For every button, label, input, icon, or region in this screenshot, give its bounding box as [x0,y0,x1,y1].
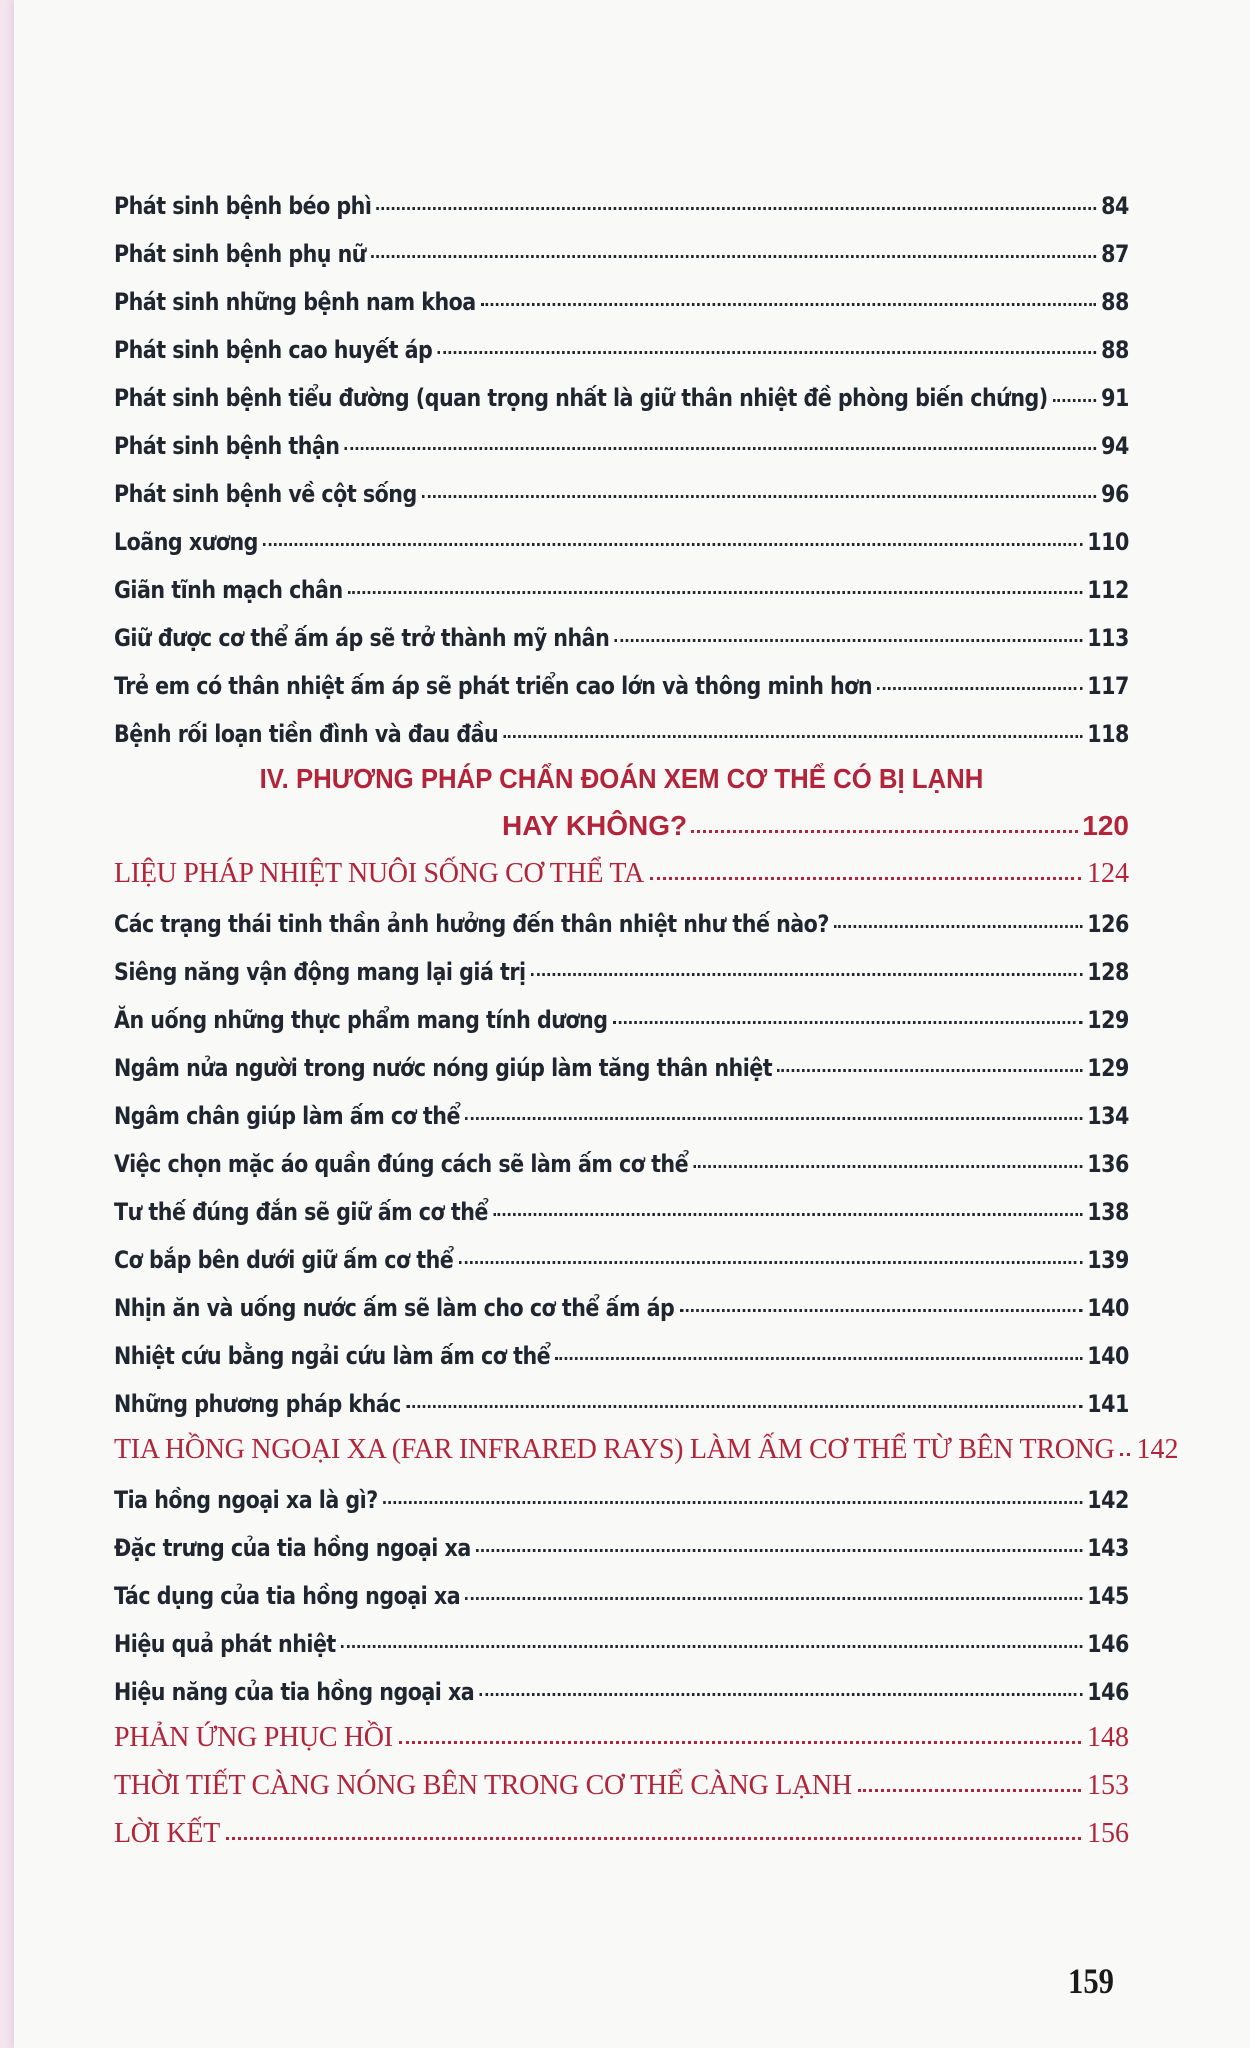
dot-leader [479,1693,1082,1696]
toc-entry [114,1034,1129,1082]
toc-entry [114,220,1129,268]
dot-leader [345,447,1096,450]
dot-leader [691,830,1078,833]
toc-entry-page: 142 [1087,1486,1129,1514]
toc-entry [114,316,1129,364]
section-page: 148 [1087,1722,1129,1753]
dot-leader [406,1405,1082,1408]
toc-entry [114,1466,1129,1514]
part-heading-title: HAY KHÔNG? [502,810,688,841]
toc-entry-page: 145 [1087,1582,1129,1610]
toc-entry-title: Siêng năng vận động mang lại giá trị [114,958,526,986]
dot-leader [613,1021,1082,1024]
toc-entry-title: Những phương pháp khác [114,1390,401,1418]
toc-entry [114,1322,1129,1370]
toc-entry-title: Hiệu quả phát nhiệt [114,1630,336,1658]
toc-entry [114,1130,1129,1178]
dot-leader [834,925,1082,928]
toc-entry-page: 134 [1087,1102,1129,1130]
dot-leader [503,735,1082,738]
toc-entry-title: Phát sinh bệnh béo phì [114,192,372,220]
toc-entry-page: 88 [1101,336,1129,364]
toc-entry-page: 94 [1101,432,1129,460]
dot-leader [493,1213,1082,1216]
book-page [14,0,1250,2048]
toc-entry [114,1178,1129,1226]
toc-entry [114,604,1129,652]
toc-entry-page: 118 [1087,720,1129,748]
dot-leader [877,687,1082,690]
toc-entry-page: 84 [1101,192,1129,220]
toc-entry-title: Loãng xương [114,528,258,556]
toc-entry [114,700,1129,748]
part-heading [114,758,1129,842]
toc-entry-page: 96 [1101,480,1129,508]
dot-leader [679,1309,1082,1312]
dot-leader [555,1357,1082,1360]
toc-entry [114,172,1129,220]
section-page: 124 [1087,858,1129,889]
toc-block-infrared [114,1466,1129,1706]
section-page: 142 [1136,1434,1179,1465]
toc-entry-title: Cơ bắp bên dưới giữ ấm cơ thể [114,1246,454,1274]
toc-entry-page: 113 [1087,624,1129,652]
toc-entry-page: 110 [1087,528,1129,556]
toc-entry [114,652,1129,700]
dot-leader [476,1549,1082,1552]
toc-entry-title: Ngâm nửa người trong nước nóng giúp làm tăng thân nhiệt [114,1054,773,1082]
toc-entry-page: 129 [1087,1054,1129,1082]
section-entry [114,1706,1129,1754]
toc-entry-page: 129 [1087,1006,1129,1034]
section-page: 153 [1087,1770,1129,1801]
toc-entry-page: 91 [1101,384,1129,412]
dot-leader [650,877,1081,880]
toc-entry [114,890,1129,938]
toc-entry-page: 87 [1101,240,1129,268]
toc-entry [114,938,1129,986]
toc-entry [114,986,1129,1034]
toc-entry-page: 146 [1087,1630,1129,1658]
toc-entry-page: 139 [1087,1246,1129,1274]
toc-entry-page: 140 [1087,1342,1129,1370]
toc-entry [114,1658,1129,1706]
toc-entry-title: Đặc trưng của tia hồng ngoại xa [114,1534,471,1562]
toc-entry [114,412,1129,460]
dot-leader [1053,399,1096,402]
dot-leader [481,303,1096,306]
toc-entry [114,268,1129,316]
toc-entry-page: 88 [1101,288,1129,316]
toc-entry [114,364,1129,412]
section-entry [114,842,1129,890]
section-title: PHẢN ỨNG PHỤC HỒI [114,1722,393,1753]
toc-entry-title: Việc chọn mặc áo quần đúng cách sẽ làm ấm cơ thể [114,1150,689,1178]
section-title: TIA HỒNG NGOẠI XA (FAR INFRARED RAYS) LÀM ẤM CƠ THỂ TỪ BÊN TRONG [114,1434,1115,1465]
section-entry [114,1418,1179,1466]
toc-entry-title: Nhiệt cứu bằng ngải cứu làm ấm cơ thể [114,1342,551,1370]
table-of-contents [114,172,1179,1850]
dot-leader [531,973,1082,976]
toc-block-diseases [114,172,1129,748]
dot-leader [437,351,1096,354]
dot-leader [777,1069,1082,1072]
toc-entry-title: Phát sinh bệnh tiểu đường (quan trọng nhất là giữ thân nhiệt đề phòng biến chứng) [114,384,1048,412]
page-number: 159 [1068,1961,1114,2001]
toc-entry-page: 143 [1087,1534,1129,1562]
dot-leader [465,1597,1082,1600]
toc-entry [114,460,1129,508]
toc-entry-page: 146 [1087,1678,1129,1706]
toc-entry-title: Bệnh rối loạn tiền đình và đau đầu [114,720,499,748]
toc-entry [114,556,1129,604]
toc-entry-title: Trẻ em có thân nhiệt ấm áp sẽ phát triển cao lớn và thông minh hơn [114,672,873,700]
toc-entry-title: Phát sinh bệnh thận [114,432,340,460]
toc-entry-page: 117 [1087,672,1129,700]
toc-entry-title: Tư thế đúng đắn sẽ giữ ấm cơ thể [114,1198,488,1226]
dot-leader [377,207,1096,210]
toc-entry-title: Phát sinh bệnh phụ nữ [114,240,366,268]
toc-entry-title: Phát sinh bệnh cao huyết áp [114,336,433,364]
dot-leader [226,1837,1081,1840]
toc-entry [114,1514,1129,1562]
section-title: LỜI KẾT [114,1818,220,1849]
toc-entry-title: Nhịn ăn và uống nước ấm sẽ làm cho cơ thể ấm áp [114,1294,675,1322]
dot-leader [341,1645,1082,1648]
toc-entry-page: 112 [1087,576,1129,604]
toc-entry-title: Tác dụng của tia hồng ngoại xa [114,1582,461,1610]
section-page: 156 [1087,1818,1129,1849]
dot-leader [614,639,1082,642]
toc-block-methods [114,890,1129,1418]
section-title: LIỆU PHÁP NHIỆT NUÔI SỐNG CƠ THỂ TA [114,858,644,889]
dot-leader [458,1261,1082,1264]
toc-entry-title: Ngâm chân giúp làm ấm cơ thể [114,1102,460,1130]
toc-entry-page: 128 [1087,958,1129,986]
dot-leader [371,255,1096,258]
dot-leader [465,1117,1082,1120]
section-entry [114,1802,1129,1850]
toc-entry-title: Giữ được cơ thể ấm áp sẽ trở thành mỹ nhân [114,624,610,652]
toc-entry [114,1562,1129,1610]
dot-leader [348,591,1082,594]
dot-leader [1120,1453,1130,1456]
part-heading-line2 [502,800,1129,842]
toc-entry-page: 126 [1087,910,1129,938]
toc-entry [114,1226,1129,1274]
part-heading-line1: IV. PHƯƠNG PHÁP CHẨN ĐOÁN XEM CƠ THỂ CÓ BỊ LẠNH [259,763,984,794]
toc-entry-page: 141 [1087,1390,1129,1418]
toc-entry [114,1082,1129,1130]
dot-leader [693,1165,1082,1168]
toc-entry [114,1610,1129,1658]
dot-leader [263,543,1082,546]
toc-entry [114,508,1129,556]
toc-entry-title: Phát sinh bệnh về cột sống [114,480,417,508]
dot-leader [399,1741,1081,1744]
dot-leader [422,495,1096,498]
section-title: THỜI TIẾT CÀNG NÓNG BÊN TRONG CƠ THỂ CÀNG LẠNH [114,1770,852,1801]
dot-leader [383,1501,1082,1504]
section-entry [114,1754,1129,1802]
toc-entry-title: Phát sinh những bệnh nam khoa [114,288,476,316]
toc-entry-page: 138 [1087,1198,1129,1226]
toc-entry [114,1274,1129,1322]
toc-entry-title: Ăn uống những thực phẩm mang tính dương [114,1006,608,1034]
toc-entry-title: Giãn tĩnh mạch chân [114,576,343,604]
toc-entry-title: Các trạng thái tinh thần ảnh hưởng đến thân nhiệt như thế nào? [114,910,829,938]
toc-entry-title: Tia hồng ngoại xa là gì? [114,1486,378,1514]
toc-entry-page: 140 [1087,1294,1129,1322]
toc-entry-title: Hiệu năng của tia hồng ngoại xa [114,1678,475,1706]
dot-leader [858,1789,1081,1792]
toc-entry-page: 136 [1087,1150,1129,1178]
part-heading-page: 120 [1082,810,1129,841]
toc-entry [114,1370,1129,1418]
